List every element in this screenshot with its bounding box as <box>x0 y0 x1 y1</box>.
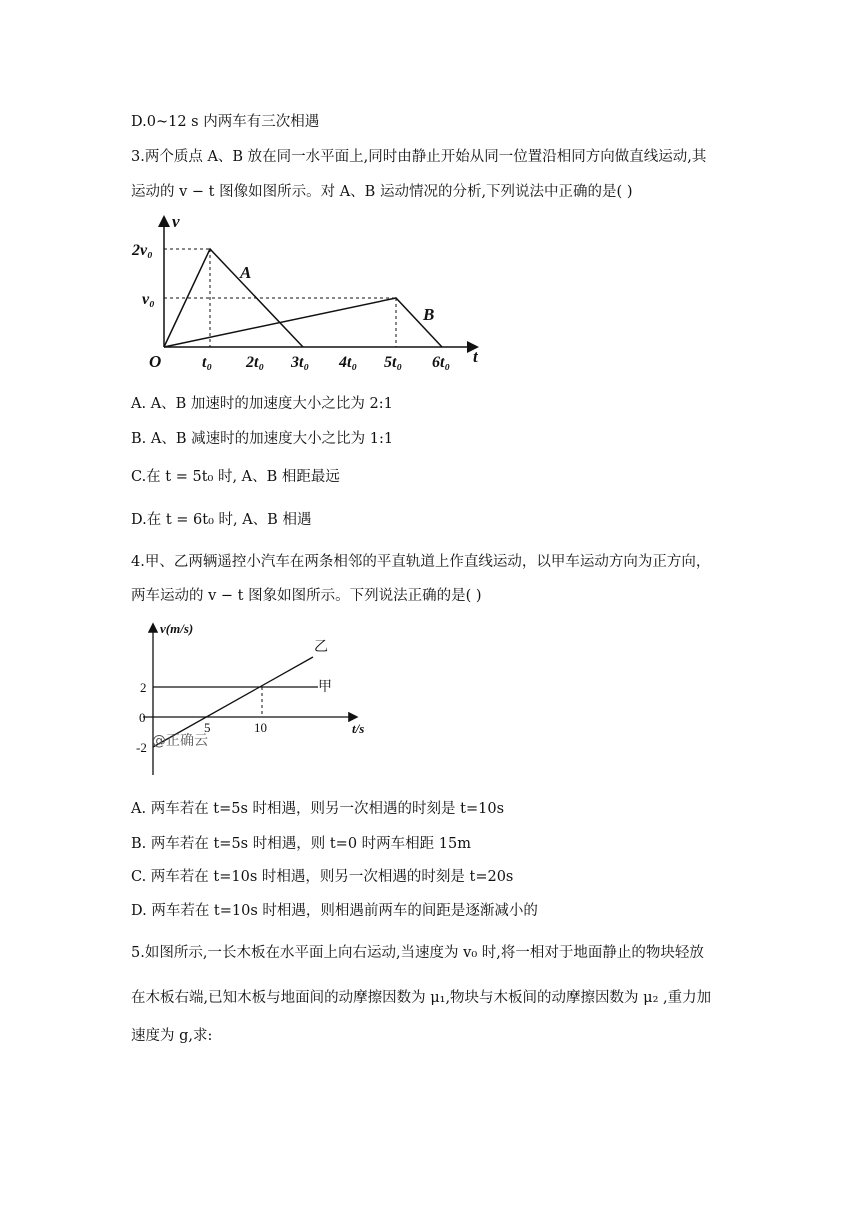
q3-xtick-t0: t₀ <box>202 354 213 371</box>
q3-xtick-6t0: 6t₀ <box>432 354 451 371</box>
q3-y-label: v <box>172 212 180 231</box>
q3-x-label: t <box>473 347 478 366</box>
q4-option-a: A. 两车若在 t=5s 时相遇，则另一次相遇的时刻是 t=10s <box>131 801 505 817</box>
q4-option-b: B. 两车若在 t=5s 时相遇，则 t=0 时两车相距 15m <box>131 836 471 852</box>
q4-label-jia: 甲 <box>318 680 332 695</box>
q3-xtick-4t0: 4t₀ <box>339 354 358 371</box>
q3-stem-line2: 运动的 v − t 图像如图所示。对 A、B 运动情况的分析,下列说法中正确的是( ) <box>131 184 633 200</box>
q3-stem-line1: 3.两个质点 A、B 放在同一水平面上,同时由静止开始从同一位置沿相同方向做直线运动,其 <box>131 149 707 165</box>
q4-xtick-5: 5 <box>204 720 211 735</box>
q4-stem-line1: 4.甲、乙两辆遥控小汽车在两条相邻的平直轨道上作直线运动，以甲车运动方向为正方向， <box>131 554 711 570</box>
q3-line-b <box>164 298 442 347</box>
q4-option-d: D. 两车若在 t=10s 时相遇，则相遇前两车的间距是逐渐减小的 <box>131 903 538 919</box>
q3-label-b: B <box>423 305 435 324</box>
q4-vt-graph <box>128 615 388 790</box>
q4-option-c: C. 两车若在 t=10s 时相遇，则另一次相遇的时刻是 t=20s <box>131 869 514 885</box>
q4-ytick-neg2: -2 <box>136 740 147 755</box>
q5-line3: 速度为 g,求: <box>131 1028 213 1044</box>
q5-line2: 在木板右端,已知木板与地面间的动摩擦因数为 μ₁,物块与木板间的动摩擦因数为 μ₂ ,重力加 <box>131 990 712 1006</box>
q3-xtick-5t0: 5t₀ <box>384 354 403 371</box>
q2-option-d: D.0~12 s 内两车有三次相遇 <box>131 114 320 130</box>
q4-xtick-10: 10 <box>254 720 267 735</box>
q3-option-b: B. A、B 减速时的加速度大小之比为 1:1 <box>131 431 394 447</box>
q3-option-d: D.在 t = 6t₀ 时, A、B 相遇 <box>131 512 312 528</box>
q3-option-c: C.在 t = 5t₀ 时, A、B 相距最远 <box>131 469 340 485</box>
q3-vt-graph <box>128 210 498 380</box>
q4-y-label: v(m/s) <box>160 621 194 636</box>
q3-option-a: A. A、B 加速时的加速度大小之比为 2:1 <box>131 396 393 412</box>
q3-ytick-2v0: 2v₀ <box>132 242 153 259</box>
q3-ytick-v0: v₀ <box>142 291 155 308</box>
q3-xtick-2t0: 2t₀ <box>246 354 265 371</box>
q4-watermark: @正确云 <box>152 733 208 749</box>
q3-label-a: A <box>240 263 252 282</box>
q4-ytick-0: 0 <box>139 710 146 725</box>
q3-xtick-3t0: 3t₀ <box>291 354 310 371</box>
q5-line1: 5.如图所示,一长木板在水平面上向右运动,当速度为 v₀ 时,将一相对于地面静止的物块轻放 <box>131 945 704 961</box>
q3-origin: O <box>149 352 162 371</box>
q4-ytick-2: 2 <box>140 680 147 695</box>
q4-stem-line2: 两车运动的 v − t 图象如图所示。下列说法正确的是( ) <box>131 588 482 604</box>
q4-x-label: t/s <box>352 721 365 736</box>
q4-label-yi: 乙 <box>314 640 328 655</box>
